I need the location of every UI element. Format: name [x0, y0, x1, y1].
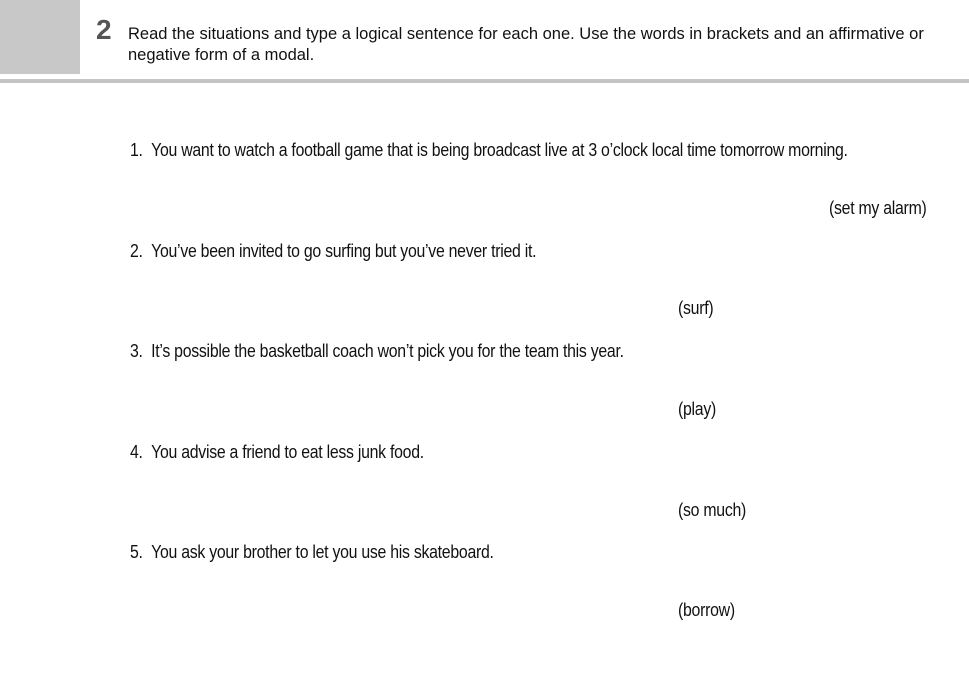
situation-text: It’s possible the basketball coach won’t pick you for the team this year.	[151, 341, 624, 361]
item-number: 1.	[130, 140, 143, 160]
item-number: 5.	[130, 542, 143, 562]
answer-input-4[interactable]	[152, 474, 676, 502]
situation-text: You’ve been invited to go surfing but you’ve never tried it.	[151, 241, 537, 261]
answer-input-1[interactable]	[152, 172, 676, 200]
answer-input-3[interactable]	[152, 373, 676, 401]
hint-words-1: (set my alarm)	[829, 198, 927, 218]
answer-input-5[interactable]	[152, 574, 676, 602]
situation-text: You advise a friend to eat less junk food.	[151, 442, 424, 462]
situation-text: You want to watch a football game that is being broadcast live at 3 o’clock local time tomorrow morning.	[151, 140, 848, 160]
situation-item-2	[130, 241, 536, 262]
situation-item-1	[130, 140, 848, 161]
header-divider	[0, 79, 969, 83]
hint-words-3: (play)	[678, 399, 717, 419]
situation-item-5	[130, 542, 494, 563]
hint-words-2: (surf)	[678, 298, 714, 318]
exercise-instructions: Read the situations and type a logical sentence for each one. Use the words in brackets and an affirmative or negative form of a modal.	[128, 25, 924, 64]
hint-words-4: (so much)	[678, 500, 747, 520]
situation-item-3	[130, 341, 624, 362]
exercise-number: 2	[96, 14, 112, 45]
item-number: 4.	[130, 442, 143, 462]
item-number: 3.	[130, 341, 143, 361]
situation-text: You ask your brother to let you use his skateboard.	[151, 542, 494, 562]
exercise-tab-block	[0, 0, 80, 74]
item-number: 2.	[130, 241, 143, 261]
hint-words-5: (borrow)	[678, 600, 735, 620]
situation-item-4	[130, 442, 424, 463]
answer-input-2[interactable]	[152, 273, 676, 301]
